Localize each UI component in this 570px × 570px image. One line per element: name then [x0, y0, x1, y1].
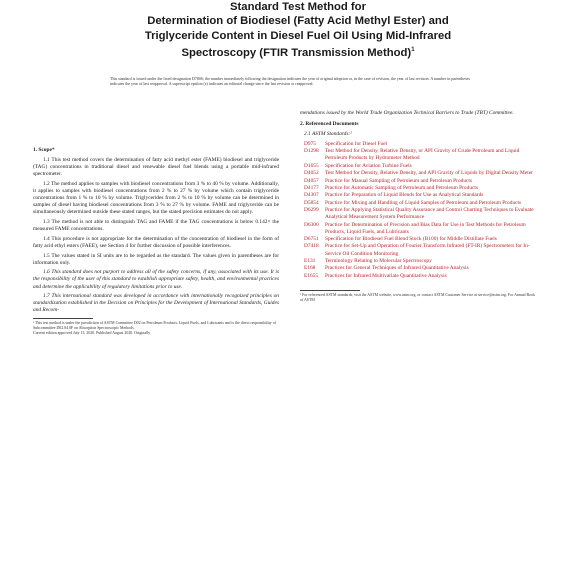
reference-code[interactable]: D5854 — [304, 199, 319, 206]
reference-title[interactable]: Practices for General Techniques of Infrared Quantitative Analysis — [325, 265, 469, 272]
reference-item[interactable] — [304, 163, 538, 170]
reference-code[interactable]: D6751 — [304, 236, 319, 243]
referenced-documents-heading: 2. Referenced Documents — [300, 121, 359, 128]
reference-item[interactable] — [304, 258, 538, 265]
reference-code[interactable]: D1298 — [304, 148, 319, 155]
reference-title[interactable]: Specification for Aviation Turbine Fuels — [325, 162, 412, 169]
reference-code[interactable]: D4052 — [304, 170, 319, 177]
reference-code[interactable]: D1655 — [304, 162, 319, 169]
footnote-jurisdiction: ¹ This test method is under the jurisdiction of ASTM Committee D02 on Petroleum Products, Liquid Fuels, and Lubricants and is the direct responsibility of Subcommittee D02.04.0F on Absorption Spectroscopic Methods. — [33, 320, 276, 330]
reference-title[interactable]: Practice for Preparation of Liquid Blends for Use as Analytical Standards — [325, 192, 484, 199]
footnote-referenced-standards: ¹ For referenced ASTM standards, visit the ASTM website, www.astm.org, or contact ASTM Customer Service at service@astm.org. For Annual Book of ASTM — [300, 292, 535, 302]
footnote-rule — [33, 318, 93, 319]
scope-paragraph: 1.2 The method applies to samples with biodiesel concentrations from 3 % to 40 % by volume. Additionally, it applies to samples with biodiesel concentrations from 2 % to 27 % by volume which contain triglyceride concentrations from 1 % to 10 % by volume. Triglycerides from 2 % to 10 % by volume can be determined in samples of diesel having biodiesel concentrations from 3 % to 27 % by volume. FAME and triglyceride can be simultaneously determined outside these stated ranges, but the stated precision estimates do not apply. — [33, 180, 279, 216]
reference-title[interactable]: Practice for Determination of Precision and Bias Data for Use in Test Methods for Petroleum Products, Liquid Fuels, and Lubricants — [325, 221, 526, 235]
reference-item[interactable] — [304, 178, 538, 185]
scope-paragraph-safety: 1.6 This standard does not purport to address all of the safety concerns, if any, associated with its use. It is the responsibility of the user of this standard to establish appropriate safety, health, and environmental practices and determine the applicability of regulatory limitations prior to use. — [33, 269, 279, 290]
reference-item[interactable] — [304, 185, 538, 192]
reference-title[interactable]: Practice for Manual Sampling of Petroleum and Petroleum Products — [325, 177, 473, 184]
reference-code[interactable]: D4177 — [304, 184, 319, 191]
reference-code[interactable]: E1655 — [304, 272, 319, 279]
reference-title[interactable]: Terminology Relating to Molecular Spectroscopy — [325, 257, 432, 264]
reference-item[interactable] — [304, 192, 538, 199]
scope-paragraph: 1.4 This procedure is not appropriate for the determination of the concentration of biodiesel in the form of fatty acid ethyl esters (FAEE), see Section 4 for further discussion of possible interferences. — [33, 235, 279, 249]
reference-title[interactable]: Practice for Applying Statistical Quality Assurance and Control Charting Techniques to Evaluate Analytical Measurement System Performance — [325, 207, 534, 221]
reference-title[interactable]: Practice for Mixing and Handling of Liquid Samples of Petroleum and Petroleum Products — [325, 199, 522, 206]
title-footnote-mark: 1 — [411, 46, 415, 53]
title-line: Determination of Biodiesel (Fatty Acid Methyl Ester) and — [147, 15, 449, 28]
reference-code[interactable]: D4307 — [304, 192, 319, 199]
designation-preamble: This standard is issued under the fixed designation D7806; the number immediately following the designation indicates the year of original adoption or, in the case of revision, the year of last revision. A number in parentheses indicates the year of last reapproval. A superscript epsilon (ε) indicates an editorial change since the last revision or reapproval. — [110, 76, 470, 87]
reference-code[interactable]: D6300 — [304, 221, 319, 228]
reference-item[interactable] — [304, 273, 538, 280]
right-column — [300, 110, 538, 303]
scope-paragraph: 1.1 This test method covers the determination of fatty acid methyl ester (FAME) biodiesel and triglyceride (TAG) concentrations in traditional diesel and renewable diesel fuel blends using a portable mid-infrared spectrometer. — [33, 157, 279, 178]
scope-paragraph: 1.3 The method is not able to distinguish TAG and FAME if the TAG concentrations is below 0.142× the measured FAME concentrations. — [33, 219, 279, 233]
reference-item[interactable] — [304, 170, 538, 177]
left-column — [33, 143, 279, 336]
document-title — [88, 0, 508, 60]
reference-item[interactable] — [304, 200, 538, 207]
title-line: Standard Test Method for — [230, 1, 366, 13]
reference-title[interactable]: Practices for Infrared Multivariate Quantitative Analysis — [325, 272, 447, 279]
reference-code[interactable]: D4057 — [304, 177, 319, 184]
scope-paragraph: 1.5 The values stated in SI units are to be regarded as the standard. The values given in parentheses are for information only. — [33, 252, 279, 266]
reference-item[interactable] — [304, 207, 538, 221]
footnote-rule — [300, 290, 360, 291]
reference-item[interactable] — [304, 243, 538, 257]
title-line-last — [88, 43, 508, 60]
scope-continuation: mendations issued by the World Trade Organization Technical Barriers to Trade (TBT) Committee. — [300, 110, 514, 116]
reference-title[interactable]: Specification for Biodiesel Fuel Blend Stock (B100) for Middle Distillate Fuels — [325, 236, 497, 243]
reference-code[interactable]: D6299 — [304, 207, 319, 214]
astm-standards-subheading: 2.1 ASTM Standards:² — [304, 131, 352, 138]
reference-code[interactable]: E168 — [304, 265, 316, 272]
scope-paragraph-wto: 1.7 This international standard was developed in accordance with internationally recognized principles on standardization established in the Decision on Principles for the Development of International Standards, Guides and Recom- — [33, 293, 279, 314]
reference-code[interactable]: D7418 — [304, 243, 319, 250]
reference-item[interactable] — [304, 265, 538, 272]
reference-title[interactable]: Practice for Automatic Sampling of Petroleum and Petroleum Products — [325, 184, 479, 191]
reference-item[interactable] — [304, 148, 538, 162]
reference-item[interactable] — [304, 141, 538, 148]
reference-list — [300, 141, 538, 280]
reference-code[interactable]: D975 — [304, 140, 316, 147]
reference-title[interactable]: Specification for Diesel Fuel — [325, 140, 388, 147]
reference-code[interactable]: E131 — [304, 257, 316, 264]
footnote-edition: Current edition approved July 15, 2020. Published August 2020. Originally — [33, 330, 151, 335]
reference-title[interactable]: Test Method for Density, Relative Density, or API Gravity of Crude Petroleum and Liquid Petroleum Products by Hydrometer Method — [325, 148, 520, 162]
title-line: Triglyceride Content in Diesel Fuel Oil Using Mid-Infrared — [144, 29, 452, 42]
reference-title[interactable]: Test Method for Density, Relative Density, and API Gravity of Liquids by Digital Density Meter — [325, 170, 533, 177]
scope-heading: 1. Scope* — [33, 147, 55, 153]
reference-title[interactable]: Practice for Set-Up and Operation of Fourier Transform Infrared (FT-IR) Spectrometers for In-Service Oil Condition Monitoring — [325, 243, 530, 257]
reference-item[interactable] — [304, 222, 538, 236]
title-line: Spectroscopy (FTIR Transmission Method) — [181, 46, 412, 59]
